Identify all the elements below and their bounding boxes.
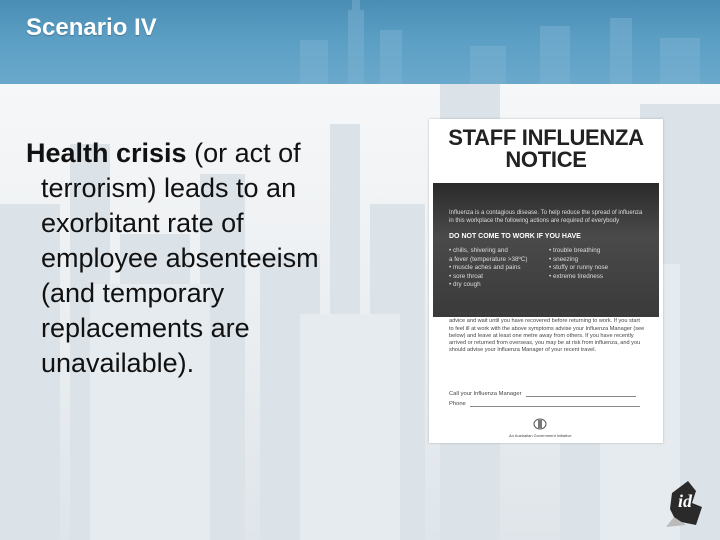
poster-title-line1: STAFF INFLUENZA xyxy=(448,125,644,150)
poster-title xyxy=(429,127,663,171)
symptom: a fever (temperature >38ºC) xyxy=(449,255,528,263)
title-bar xyxy=(0,0,720,84)
symptom: • dry cough xyxy=(449,281,481,289)
symptom: • stuffy or runny nose xyxy=(549,264,609,272)
body-line: exorbitant rate of xyxy=(41,208,244,238)
organization-logo xyxy=(662,473,716,529)
body-lead xyxy=(26,138,301,168)
government-crest-icon xyxy=(530,417,550,431)
body-line: employee absenteeism xyxy=(41,243,319,273)
poster-title-line2: NOTICE xyxy=(505,147,587,172)
body-line: (and temporary xyxy=(41,278,225,308)
body-line: terrorism) leads to an xyxy=(41,173,297,203)
symptom: • extreme tiredness xyxy=(549,272,604,280)
logo-text: id xyxy=(678,491,693,511)
symptom: • sore throat xyxy=(449,272,484,280)
symptoms-right xyxy=(549,247,608,281)
poster-field-phone xyxy=(449,401,640,407)
poster-heading: DO NOT COME TO WORK IF YOU HAVE xyxy=(449,233,581,240)
field-phone-label: Phone xyxy=(449,401,466,407)
body-line: replacements are xyxy=(41,313,250,343)
symptom: • sneezing xyxy=(549,255,579,263)
body-lead-bold: Health crisis xyxy=(26,138,187,168)
body-paragraph xyxy=(26,136,386,381)
symptom: • muscle aches and pains xyxy=(449,264,521,272)
field-manager-label: Call your Influenza Manager xyxy=(449,391,522,397)
poster-intro: Influenza is a contagious disease. To help reduce the spread of influenza in this workplace the following actions are required of everybody xyxy=(449,210,643,224)
slide-title: Scenario IV xyxy=(26,14,157,41)
symptom: • chills, shivering and xyxy=(449,247,508,254)
poster-field-manager xyxy=(449,391,636,397)
symptoms-left xyxy=(449,247,527,290)
header-skyline xyxy=(0,0,720,84)
poster-advice: If some of the above symptoms apply to you, please stay home, seek medical advice and wait until you have recovered before returning to work. If you start to feel ill at work with the above symptoms advise your Influenza Manager (see below) and leave at least one metre away from others. If you have recently arrived or returned from overseas, you may be at risk from influenza, and you should advise your Influenza Manager of your recent travel. xyxy=(449,311,645,354)
body-lead-rest: (or act of xyxy=(186,138,301,168)
influenza-notice-poster xyxy=(429,119,663,443)
symptom: • trouble breathing xyxy=(549,247,601,254)
body-line: unavailable). xyxy=(41,348,195,378)
poster-footer: An Australian Government Initiative xyxy=(509,433,572,438)
